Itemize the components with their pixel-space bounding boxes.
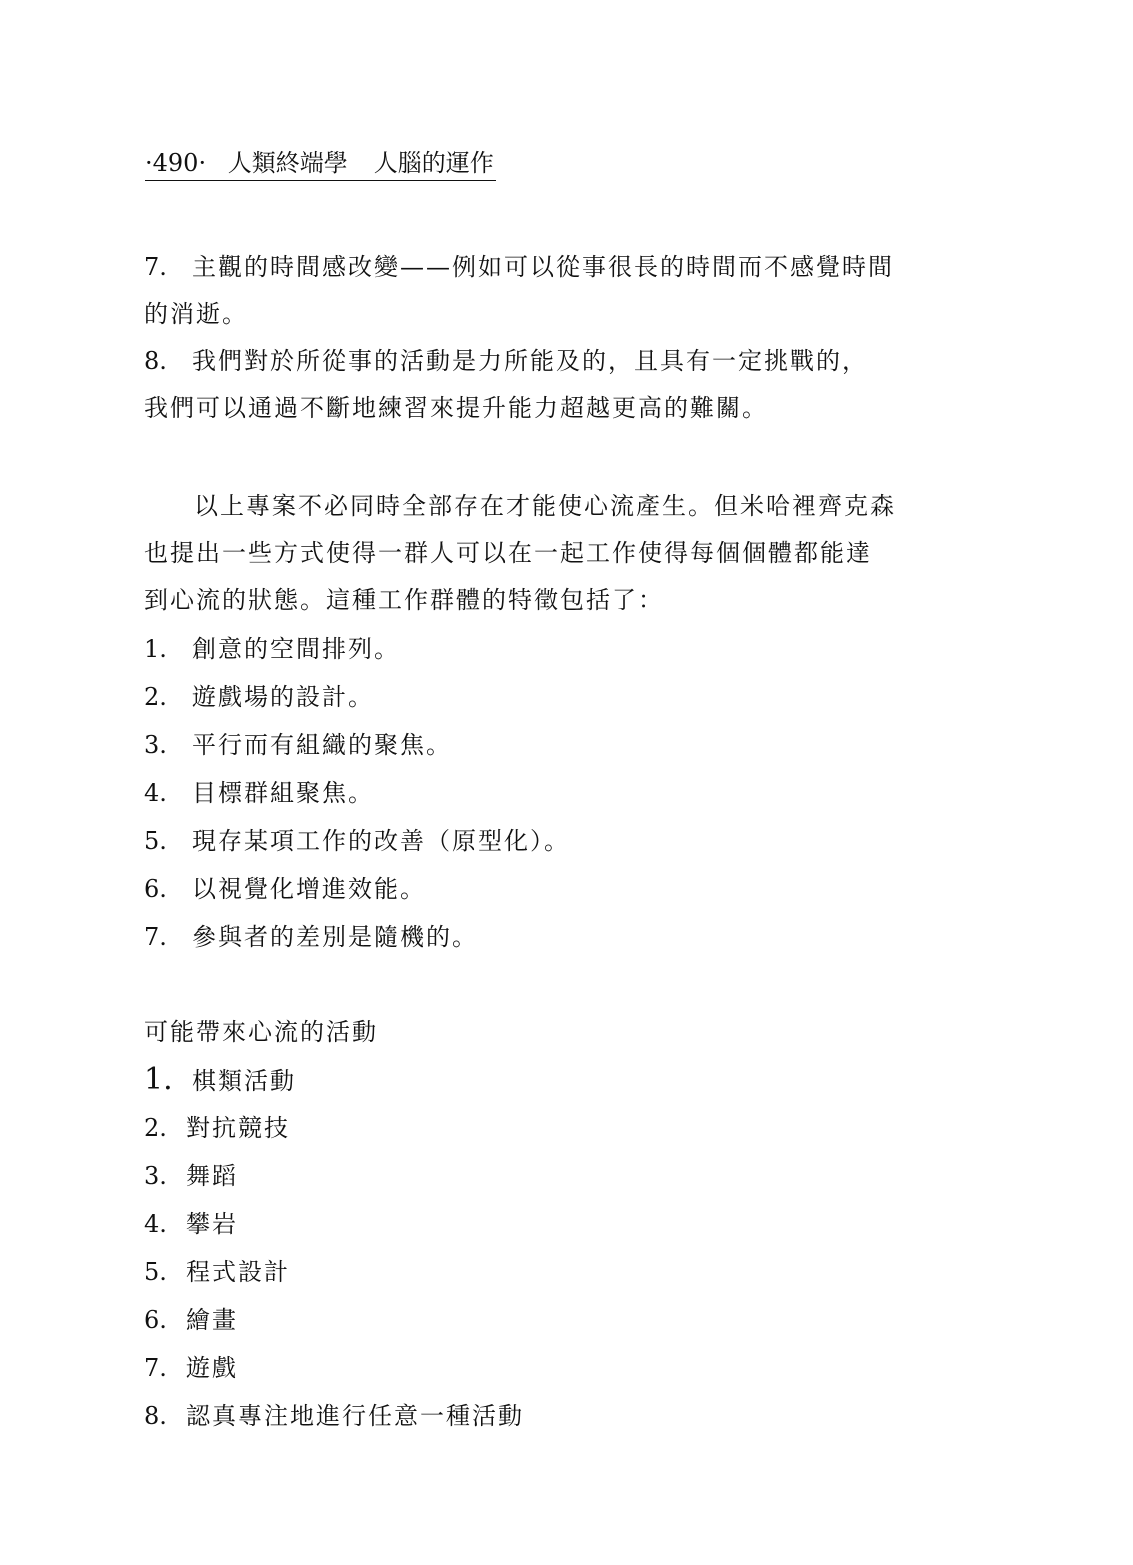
list-item [144,1152,238,1200]
list-text: 我們對於所從事的活動是力所能及的，且具有一定挑戰的， [192,347,868,375]
list-number: 2. [144,683,167,711]
list-text: 目標群組聚焦。 [192,779,374,807]
list-number: 6. [144,1306,167,1334]
list-text: 認真專注地進行任意一種活動 [186,1402,524,1430]
list-text: 遊戲場的設計。 [192,683,374,711]
list-item [144,1200,238,1248]
paragraph-line [144,529,872,577]
page-number-dot-left: · [145,149,153,177]
list-number: 8. [144,347,167,375]
list-text: 繪畫 [186,1306,238,1334]
list-item [144,1104,290,1152]
list-number: 3. [144,1162,167,1190]
list-item [144,1248,290,1296]
list-number: 5. [144,827,167,855]
list-number: 5. [144,1258,167,1286]
list-number: 1. [144,635,167,663]
list-item [144,625,400,673]
list-item-continuation [144,290,248,338]
chapter-title: 人腦的運作 [373,149,494,177]
list-item [144,1296,238,1344]
list-item [144,337,868,385]
list-number: 7. [144,1354,167,1382]
list-item [144,817,570,865]
paragraph-line [144,482,896,530]
list-item [144,1344,238,1392]
list-number: 7. [144,923,167,951]
running-header [145,146,496,181]
paragraph-text: 以上專案不必同時全部存在才能使心流產生。但米哈裡齊克森 [194,492,896,520]
list-number: 4. [144,779,167,807]
list-text: 平行而有組織的聚焦。 [192,731,452,759]
paragraph-line [144,576,664,624]
list-text: 主觀的時間感改變——例如可以從事很長的時間而不感覺時間 [192,253,894,281]
list-number: 2. [144,1114,167,1142]
list-item [144,865,426,913]
list-text: 程式設計 [186,1258,290,1286]
list-item [144,243,894,291]
list-number: 8. [144,1402,167,1430]
list-text: 對抗競技 [186,1114,290,1142]
list-number: 6. [144,875,167,903]
list-number: 7. [144,253,167,281]
page-number-dot-right: · [198,149,207,177]
list-item-continuation [144,384,768,432]
list-text: 攀岩 [186,1210,238,1238]
section-heading [144,1008,378,1056]
list-number: 1. [144,1062,173,1097]
list-text: 舞蹈 [186,1162,238,1190]
list-item [144,721,452,769]
section-heading-text: 可能帶來心流的活動 [144,1018,378,1046]
list-item [144,1392,524,1440]
list-text: 的消逝。 [144,300,248,328]
list-item [144,673,374,721]
list-number: 4. [144,1210,167,1238]
page-number: 490 [152,149,199,177]
list-text: 以視覺化增進效能。 [192,875,426,903]
list-item [144,1056,296,1104]
list-text: 創意的空間排列。 [192,635,400,663]
list-item [144,913,478,961]
list-number: 3. [144,731,167,759]
list-item [144,769,374,817]
book-title: 人類終端學 [227,149,348,177]
list-text: 現存某項工作的改善（原型化）。 [192,827,570,855]
paragraph-text: 也提出一些方式使得一群人可以在一起工作使得每個個體都能達 [144,539,872,567]
list-text: 我們可以通過不斷地練習來提升能力超越更高的難關。 [144,394,768,422]
list-text: 遊戲 [186,1354,238,1382]
list-text: 參與者的差別是隨機的。 [192,923,478,951]
paragraph-text: 到心流的狀態。這種工作群體的特徵包括了： [144,586,664,614]
list-text: 棋類活動 [192,1067,296,1095]
